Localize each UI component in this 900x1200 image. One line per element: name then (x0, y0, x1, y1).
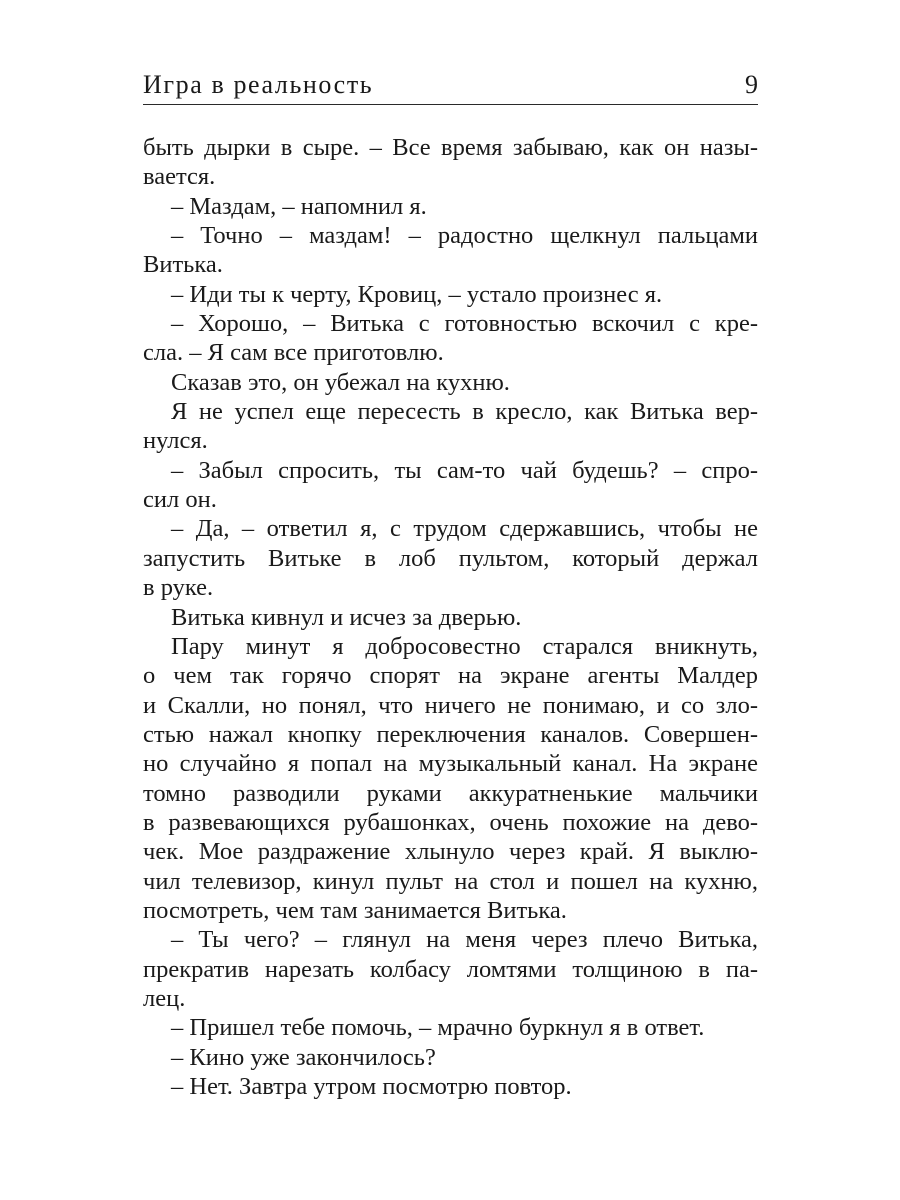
text-line: чек. Мое раздражение хлынуло через край. Я выклю- (143, 838, 758, 866)
paragraph (143, 397, 758, 456)
text-line: запустить Витьке в лоб пультом, который держал (143, 544, 758, 572)
text-line: – Ты чего? – глянул на меня через плечо Витька, (171, 926, 758, 954)
text-line: нулся. (143, 427, 208, 455)
text-line: но случайно я попал на музыкальный канал. На экране (143, 750, 758, 778)
paragraph (143, 1013, 758, 1042)
text-line: чил телевизор, кинул пульт на стол и пошел на кухню, (143, 867, 758, 895)
text-body (143, 133, 758, 1101)
text-line: прекратив нарезать колбасу ломтями толщиною в па- (143, 955, 758, 983)
text-line: – Кино уже закончилось? (171, 1043, 436, 1071)
text-line: Пару минут я добросовестно старался вникнуть, (171, 632, 758, 660)
text-line: Витька кивнул и исчез за дверью. (171, 603, 522, 631)
paragraph (143, 632, 758, 925)
paragraph (143, 456, 758, 515)
paragraph (143, 280, 758, 309)
paragraph (143, 514, 758, 602)
text-line: и Скалли, но понял, что ничего не понимаю, и со зло- (143, 691, 758, 719)
paragraph (143, 221, 758, 280)
paragraph (143, 1072, 758, 1101)
paragraph (143, 603, 758, 632)
text-line: о чем так горячо спорят на экране агенты Малдер (143, 662, 758, 690)
text-line: в развевающихся рубашонках, очень похожие на дево- (143, 808, 758, 836)
text-line: сла. – Я сам все приготовлю. (143, 339, 444, 367)
text-line: в руке. (143, 574, 214, 602)
text-line: – Нет. Завтра утром посмотрю повтор. (171, 1073, 572, 1100)
text-line: Я не успел еще пересесть в кресло, как Витька вер- (171, 398, 758, 426)
text-line: сил он. (143, 486, 217, 514)
text-line: – Хорошо, – Витька с готовностью вскочил с кре- (171, 310, 758, 338)
text-line: – Точно – маздам! – радостно щелкнул пальцами (171, 222, 758, 250)
text-line: лец. (143, 984, 186, 1012)
text-line: Сказав это, он убежал на кухню. (171, 368, 510, 396)
text-line: быть дырки в сыре. – Все время забываю, как он назы- (143, 134, 758, 161)
header-title: Игра в реальность (143, 70, 374, 99)
text-line: томно разводили руками аккуратненькие мальчики (143, 779, 758, 807)
text-line: – Да, – ответил я, с трудом сдержавшись, чтобы не (171, 515, 758, 543)
text-line: стью нажал кнопку переключения каналов. Совершен- (143, 720, 758, 748)
paragraph (143, 133, 758, 192)
running-header (143, 70, 758, 105)
paragraph (143, 192, 758, 221)
paragraph (143, 368, 758, 397)
text-line: посмотреть, чем там занимается Витька. (143, 896, 567, 924)
text-line: – Пришел тебе помочь, – мрачно буркнул я в ответ. (171, 1014, 705, 1042)
text-line: – Иди ты к черту, Кровиц, – устало произнес я. (171, 280, 663, 308)
text-line: – Маздам, – напомнил я. (171, 192, 427, 220)
text-line: Витька. (143, 251, 223, 279)
text-line: – Забыл спросить, ты сам-то чай будешь? – спро- (171, 456, 758, 484)
text-line: вается. (143, 163, 216, 191)
page-number: 9 (745, 70, 758, 99)
paragraph (143, 309, 758, 368)
paragraph (143, 1043, 758, 1072)
paragraph (143, 925, 758, 1013)
